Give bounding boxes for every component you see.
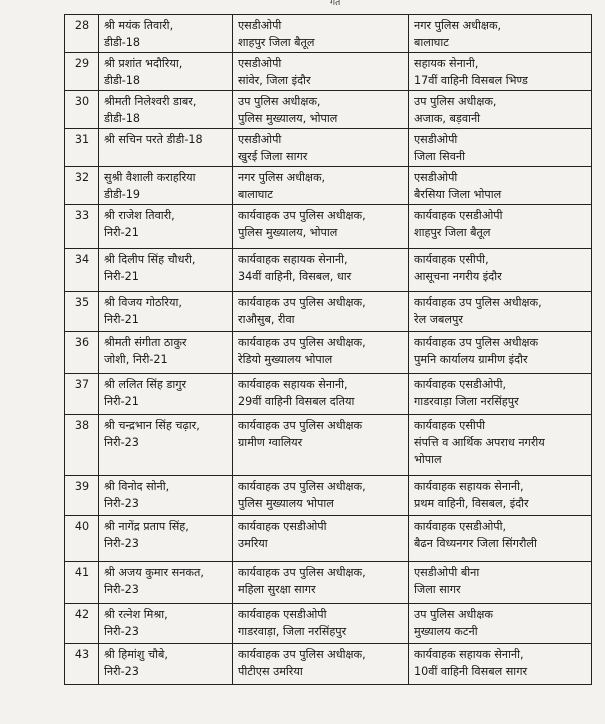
to-cell bbox=[409, 332, 592, 374]
to-cell bbox=[409, 129, 592, 167]
table-row bbox=[65, 205, 592, 249]
table-row bbox=[65, 516, 592, 562]
table-row bbox=[65, 167, 592, 205]
from-line: एसडीओपी bbox=[238, 57, 282, 70]
to-line: कार्यवाहक उप पुलिस अधीक्षक, bbox=[414, 296, 542, 309]
to-line: भोपाल bbox=[414, 453, 442, 466]
name-line: निरी-23 bbox=[104, 625, 139, 638]
to-line: कार्यवाहक उप पुलिस अधीक्षक bbox=[414, 336, 539, 349]
name-line: निरी-21 bbox=[104, 226, 139, 239]
name-line: निरी-21 bbox=[104, 313, 139, 326]
name-line: डीडी-18 bbox=[104, 112, 141, 125]
from-cell bbox=[233, 374, 409, 415]
name-line: निरी-23 bbox=[104, 537, 139, 550]
table-body bbox=[65, 15, 592, 685]
serial-number-cell: 35 bbox=[65, 292, 99, 332]
serial-number-cell: 33 bbox=[65, 205, 99, 249]
to-cell bbox=[409, 562, 592, 604]
to-line: उप पुलिस अधीक्षक bbox=[414, 608, 493, 621]
to-cell bbox=[409, 415, 592, 476]
from-line: कार्यवाहक उप पुलिस अधीक्षक, bbox=[238, 296, 366, 309]
name-line: निरी-23 bbox=[104, 583, 139, 596]
table-row bbox=[65, 15, 592, 53]
from-cell bbox=[233, 205, 409, 249]
from-line: 34वीं वाहिनी, विसबल, धार bbox=[238, 270, 352, 283]
to-cell bbox=[409, 15, 592, 53]
to-cell bbox=[409, 374, 592, 415]
to-line: रेल जबलपुर bbox=[414, 313, 463, 326]
from-cell bbox=[233, 415, 409, 476]
from-line: नगर पुलिस अधीक्षक, bbox=[238, 171, 326, 184]
serial-number-cell: 31 bbox=[65, 129, 99, 167]
from-cell bbox=[233, 15, 409, 53]
serial-number-cell: 32 bbox=[65, 167, 99, 205]
to-line: बैरसिया जिला भोपाल bbox=[414, 188, 502, 201]
to-cell bbox=[409, 91, 592, 129]
from-line: ग्रामीण ग्वालियर bbox=[238, 436, 303, 449]
to-line: शाहपुर जिला बैतूल bbox=[414, 226, 491, 239]
serial-number-cell: 37 bbox=[65, 374, 99, 415]
table-row bbox=[65, 374, 592, 415]
name-line: श्री विनोद सोनी, bbox=[104, 480, 170, 493]
name-cell bbox=[99, 129, 233, 167]
from-cell bbox=[233, 332, 409, 374]
name-line: श्री चन्द्रभान सिंह चढ़ार, bbox=[104, 419, 200, 432]
from-line: पुलिस मुख्यालय भोपाल bbox=[238, 497, 334, 510]
to-line: 17वीं वाहिनी विसबल भिण्ड bbox=[414, 74, 528, 87]
page-number: गत bbox=[330, 0, 341, 8]
to-line: आसूचना नगरीय इंदौर bbox=[414, 270, 502, 283]
to-line: कार्यवाहक एसडीओपी, bbox=[414, 520, 507, 533]
from-cell bbox=[233, 129, 409, 167]
name-cell bbox=[99, 332, 233, 374]
table-row bbox=[65, 562, 592, 604]
to-cell bbox=[409, 292, 592, 332]
to-line: प्रथम वाहिनी, विसबल, इंदौर bbox=[414, 497, 529, 510]
to-line: कार्यवाहक एसीपी bbox=[414, 419, 486, 432]
from-cell bbox=[233, 562, 409, 604]
to-line: अजाक, बड़वानी bbox=[414, 112, 481, 125]
name-cell bbox=[99, 415, 233, 476]
name-line: श्री राजेश तिवारी, bbox=[104, 209, 175, 222]
serial-number-cell: 38 bbox=[65, 415, 99, 476]
from-line: कार्यवाहक उप पुलिस अधीक्षक, bbox=[238, 566, 366, 579]
name-line: श्री प्रशांत भदौरिया, bbox=[104, 57, 183, 70]
to-line: जिला सिवनी bbox=[414, 150, 466, 163]
to-cell bbox=[409, 604, 592, 644]
from-line: सांवेर, जिला इंदौर bbox=[238, 74, 311, 87]
to-line: एसडीओपी बीना bbox=[414, 566, 480, 579]
to-cell bbox=[409, 53, 592, 91]
name-line: निरी-23 bbox=[104, 436, 139, 449]
from-line: एसडीओपी bbox=[238, 19, 282, 32]
serial-number-cell: 36 bbox=[65, 332, 99, 374]
name-line: सुश्री वैशाली कराहरिया bbox=[104, 171, 196, 184]
to-cell bbox=[409, 249, 592, 292]
name-cell bbox=[99, 374, 233, 415]
from-cell bbox=[233, 167, 409, 205]
serial-number-cell: 34 bbox=[65, 249, 99, 292]
table-row bbox=[65, 91, 592, 129]
from-line: पुलिस मुख्यालय, भोपाल bbox=[238, 112, 338, 125]
name-line: डीडी-19 bbox=[104, 188, 141, 201]
name-cell bbox=[99, 53, 233, 91]
from-line: कार्यवाहक एसडीओपी bbox=[238, 520, 327, 533]
name-line: डीडी-18 bbox=[104, 74, 141, 87]
page-header bbox=[0, 0, 605, 14]
name-line: श्रीमती निलेश्वरी डाबर, bbox=[104, 95, 197, 108]
name-cell bbox=[99, 516, 233, 562]
name-line: श्रीमती संगीता ठाकुर bbox=[104, 336, 187, 349]
name-line: निरी-21 bbox=[104, 270, 139, 283]
name-cell bbox=[99, 644, 233, 685]
table-row bbox=[65, 604, 592, 644]
serial-number-cell: 39 bbox=[65, 476, 99, 516]
from-line: कार्यवाहक सहायक सेनानी, bbox=[238, 378, 348, 391]
name-line: श्री अजय कुमार सनकत, bbox=[104, 566, 204, 579]
from-line: कार्यवाहक सहायक सेनानी, bbox=[238, 253, 348, 266]
table-row bbox=[65, 476, 592, 516]
to-line: उप पुलिस अधीक्षक, bbox=[414, 95, 497, 108]
to-line: एसडीओपी bbox=[414, 133, 458, 146]
table-row bbox=[65, 129, 592, 167]
serial-number-cell: 29 bbox=[65, 53, 99, 91]
name-line: श्री दिलीप सिंह चौधरी, bbox=[104, 253, 196, 266]
name-cell bbox=[99, 562, 233, 604]
name-cell bbox=[99, 292, 233, 332]
from-line: 29वीं वाहिनी विसबल दतिया bbox=[238, 395, 355, 408]
from-cell bbox=[233, 604, 409, 644]
from-cell bbox=[233, 292, 409, 332]
name-cell bbox=[99, 167, 233, 205]
from-line: कार्यवाहक उप पुलिस अधीक्षक, bbox=[238, 209, 366, 222]
name-cell bbox=[99, 249, 233, 292]
to-cell bbox=[409, 476, 592, 516]
to-line: कार्यवाहक सहायक सेनानी, bbox=[414, 648, 524, 661]
to-line: गाडरवाड़ा जिला नरसिंहपुर bbox=[414, 395, 519, 408]
to-line: कार्यवाहक एसडीओपी, bbox=[414, 378, 507, 391]
name-cell bbox=[99, 476, 233, 516]
from-line: कार्यवाहक उप पुलिस अधीक्षक, bbox=[238, 480, 366, 493]
to-line: बालाघाट bbox=[414, 36, 449, 49]
to-line: कार्यवाहक एसडीओपी bbox=[414, 209, 503, 222]
name-line: निरी-23 bbox=[104, 497, 139, 510]
to-cell bbox=[409, 644, 592, 685]
to-line: नगर पुलिस अधीक्षक, bbox=[414, 19, 502, 32]
name-cell bbox=[99, 15, 233, 53]
from-cell bbox=[233, 91, 409, 129]
name-cell bbox=[99, 205, 233, 249]
serial-number-cell: 28 bbox=[65, 15, 99, 53]
table-row bbox=[65, 292, 592, 332]
from-cell bbox=[233, 53, 409, 91]
from-line: कार्यवाहक एसडीओपी bbox=[238, 608, 327, 621]
name-line: श्री विजय गोठरिया, bbox=[104, 296, 182, 309]
from-line: शाहपुर जिला बैतूल bbox=[238, 36, 315, 49]
from-line: एसडीओपी bbox=[238, 133, 282, 146]
from-cell bbox=[233, 644, 409, 685]
to-cell bbox=[409, 516, 592, 562]
serial-number-cell: 30 bbox=[65, 91, 99, 129]
to-cell bbox=[409, 167, 592, 205]
from-line: पुलिस मुख्यालय, भोपाल bbox=[238, 226, 338, 239]
name-line: श्री सचिन परते डीडी-18 bbox=[104, 133, 203, 146]
from-line: कार्यवाहक उप पुलिस अधीक्षक bbox=[238, 419, 363, 432]
name-line: डीडी-18 bbox=[104, 36, 141, 49]
table-row bbox=[65, 249, 592, 292]
from-line: उप पुलिस अधीक्षक, bbox=[238, 95, 321, 108]
name-cell bbox=[99, 604, 233, 644]
name-line: निरी-23 bbox=[104, 665, 139, 678]
to-line: मुख्यालय कटनी bbox=[414, 625, 478, 638]
from-line: पीटीएस उमरिया bbox=[238, 665, 303, 678]
to-line: एसडीओपी bbox=[414, 171, 458, 184]
from-cell bbox=[233, 516, 409, 562]
table-row bbox=[65, 53, 592, 91]
table-row bbox=[65, 644, 592, 685]
name-line: जोशी, निरी-21 bbox=[104, 353, 168, 366]
from-line: महिला सुरक्षा सागर bbox=[238, 583, 316, 596]
to-line: कार्यवाहक सहायक सेनानी, bbox=[414, 480, 524, 493]
to-line: संपत्ति व आर्थिक अपराध नगरीय bbox=[414, 436, 545, 449]
to-cell bbox=[409, 205, 592, 249]
transfer-table bbox=[64, 14, 592, 685]
to-line: जिला सागर bbox=[414, 583, 461, 596]
table-row bbox=[65, 415, 592, 476]
from-line: कार्यवाहक उप पुलिस अधीक्षक, bbox=[238, 336, 366, 349]
to-line: कार्यवाहक एसीपी, bbox=[414, 253, 489, 266]
serial-number-cell: 40 bbox=[65, 516, 99, 562]
from-line: गाडरवाड़ा, जिला नरसिंहपुर bbox=[238, 625, 347, 638]
name-line: श्री रत्नेश मिश्रा, bbox=[104, 608, 168, 621]
from-line: बालाघाट bbox=[238, 188, 273, 201]
name-line: श्री हिमांशु चौबे, bbox=[104, 648, 168, 661]
from-line: कार्यवाहक उप पुलिस अधीक्षक, bbox=[238, 648, 366, 661]
to-line: 10वीं वाहिनी विसबल सागर bbox=[414, 665, 528, 678]
name-line: श्री ललित सिंह डागुर bbox=[104, 378, 187, 391]
serial-number-cell: 43 bbox=[65, 644, 99, 685]
name-cell bbox=[99, 91, 233, 129]
from-line: रेडियो मुख्यालय भोपाल bbox=[238, 353, 333, 366]
name-line: श्री नागेंद्र प्रताप सिंह, bbox=[104, 520, 189, 533]
serial-number-cell: 42 bbox=[65, 604, 99, 644]
table-row bbox=[65, 332, 592, 374]
to-line: बैढन विध्यनगर जिला सिंगरौली bbox=[414, 537, 537, 550]
name-line: श्री मयंक तिवारी, bbox=[104, 19, 174, 32]
from-line: राऔसुब, रीवा bbox=[238, 313, 295, 326]
from-line: उमरिया bbox=[238, 537, 268, 550]
from-cell bbox=[233, 249, 409, 292]
serial-number-cell: 41 bbox=[65, 562, 99, 604]
to-line: पुमनि कार्यालय ग्रामीण इंदौर bbox=[414, 353, 528, 366]
name-line: निरी-21 bbox=[104, 395, 139, 408]
from-cell bbox=[233, 476, 409, 516]
from-line: खुरई जिला सागर bbox=[238, 150, 308, 163]
to-line: सहायक सेनानी, bbox=[414, 57, 479, 70]
